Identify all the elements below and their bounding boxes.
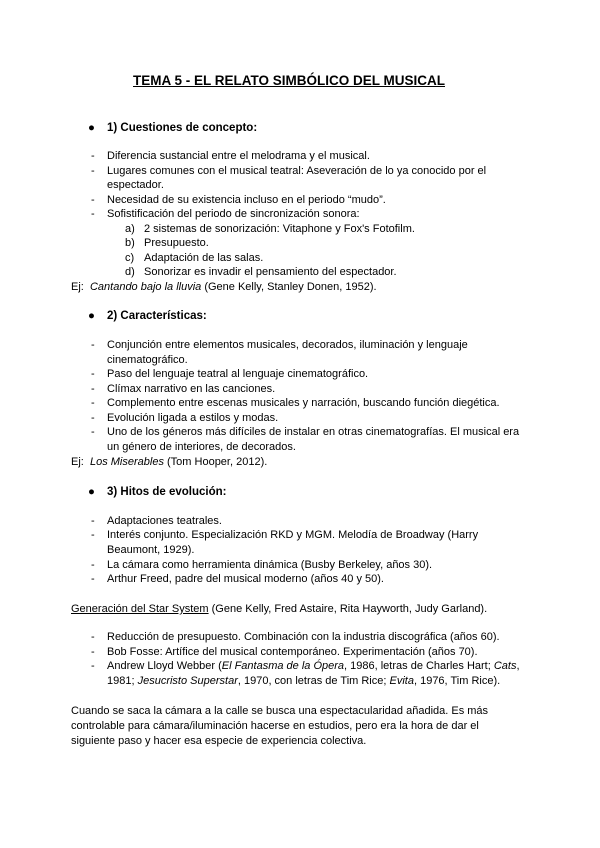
example-title: Los Miserables [89,456,164,468]
example-line [71,280,377,295]
dash-marker: - [91,559,95,571]
star-system-line [71,602,487,617]
dash-marker: - [91,426,95,438]
list-item: Sofistificación del periodo de sincronización sonora: [107,208,360,220]
star-system-details: (Gene Kelly, Fred Astaire, Rita Hayworth, Judy Garland). [208,603,488,615]
page-title: TEMA 5 - EL RELATO SIMBÓLICO DEL MUSICAL [133,73,446,88]
sublist-item: 2 sistemas de sonorización: Vitaphone y Fox's Fotofilm. [144,223,415,235]
dash-marker: - [91,208,95,220]
list-item: Lugares comunes con el musical teatral: Aseveración de lo ya conocido por el [107,165,487,177]
bullet-icon: ● [88,310,95,322]
text-run: , 1970, con letras de Tim Rice; [237,675,390,687]
example-details: (Tom Hooper, 2012). [163,456,268,468]
text-run: Andrew Lloyd Webber ( [107,660,222,672]
list-item: Paso del lenguaje teatral al lenguaje cinematográfico. [107,368,369,380]
dash-marker: - [91,646,95,658]
dash-marker: - [91,150,95,162]
work-title: Cats [493,660,517,672]
dash-marker: - [91,165,95,177]
list-item: Necesidad de su existencia incluso en el periodo “mudo”. [107,194,386,206]
list-item: Complemento entre escenas musicales y narración, buscando función diegética. [107,397,500,409]
dash-marker: - [91,397,95,409]
paragraph-line: controlable para cámara/iluminación hacerse en estudios, pero era la hora de dar el [71,720,479,732]
dash-marker: - [91,368,95,380]
text-run: , 1976, Tim Rice). [413,675,501,687]
sublist-marker: a) [125,223,135,235]
list-item: La cámara como herramienta dinámica (Busby Berkeley, años 30). [107,559,433,571]
sublist-item: Adaptación de las salas. [144,252,264,264]
dash-marker: - [91,339,95,351]
work-title: Evita [389,675,414,687]
example-line [71,455,267,470]
sublist-item: Presupuesto. [144,237,209,249]
example-prefix: Ej: [71,456,84,468]
section-heading-3: 3) Hitos de evolución: [107,486,227,498]
section-heading-2: 2) Características: [107,310,207,322]
work-title: Jesucristo Superstar [137,675,238,687]
list-item: Bob Fosse: Artífice del musical contemporáneo. Experimentación (años 70). [107,646,478,658]
list-item-continuation: espectador. [107,179,164,191]
dash-marker: - [91,631,95,643]
sublist-item: Sonorizar es invadir el pensamiento del espectador. [144,266,397,278]
list-item: Evolución ligada a estilos y modas. [107,412,279,424]
list-item-continuation: cinematográfico. [107,354,188,366]
list-item: Conjunción entre elementos musicales, decorados, iluminación y lenguaje [107,339,468,351]
paragraph-line: siguiente paso y hacer esa especie de experiencia colectiva. [71,735,367,747]
dash-marker: - [91,515,95,527]
work-title: El Fantasma de la Ópera [221,660,345,672]
list-item: Diferencia sustancial entre el melodrama y el musical. [107,150,370,162]
sublist-marker: b) [125,237,135,249]
sublist-marker: d) [125,266,135,278]
list-item-continuation: un género de interiores, de decorados. [107,441,296,453]
dash-marker: - [91,660,95,672]
list-item-webber [107,659,520,674]
bullet-icon: ● [88,122,95,134]
list-item: Arthur Freed, padre del musical moderno (años 40 y 50). [107,573,384,585]
list-item: Interés conjunto. Especialización RKD y MGM. Melodía de Broadway (Harry [107,529,479,541]
example-title: Cantando bajo la lluvia [89,281,202,293]
bullet-icon: ● [88,486,95,498]
list-item-continuation [107,674,500,689]
dash-marker: - [91,529,95,541]
section-heading-1: 1) Cuestiones de concepto: [107,122,258,134]
list-item-continuation: Beaumont, 1929). [107,544,195,556]
example-details: (Gene Kelly, Stanley Donen, 1952). [201,281,377,293]
list-item: Reducción de presupuesto. Combinación con la industria discográfica (años 60). [107,631,500,643]
dash-marker: - [91,194,95,206]
list-item: Uno de los géneros más difíciles de instalar en otras cinematografías. El musical era [107,426,520,438]
dash-marker: - [91,573,95,585]
list-item: Clímax narrativo en las canciones. [107,383,276,395]
paragraph-line: Cuando se saca la cámara a la calle se busca una espectacularidad añadida. Es más [71,705,489,717]
star-system-label: Generación del Star System [71,603,209,615]
text-run: , 1986, letras de Charles Hart; [344,660,494,672]
dash-marker: - [91,383,95,395]
example-prefix: Ej: [71,281,84,293]
dash-marker: - [91,412,95,424]
text-run: , [516,660,520,672]
list-item: Adaptaciones teatrales. [107,515,222,527]
text-run: 1981; [107,675,138,687]
sublist-marker: c) [125,252,135,264]
